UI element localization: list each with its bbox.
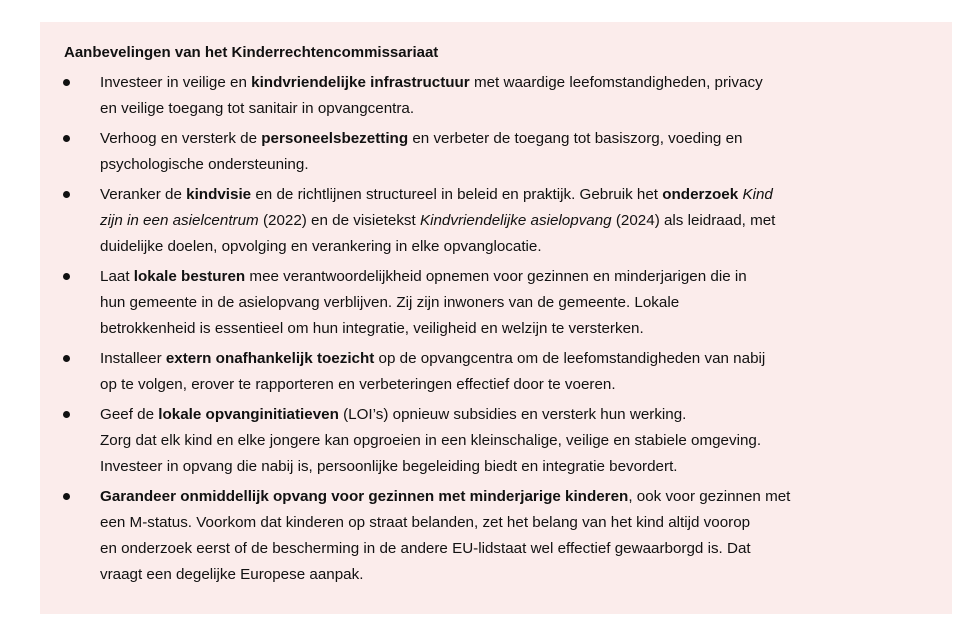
bold-text: lokale besturen bbox=[133, 268, 246, 285]
text-line bbox=[0, 454, 979, 480]
text-segment: en verbeter de toegang tot basiszorg, voeding en bbox=[408, 130, 743, 147]
text-segment: hun gemeente in de asielopvang verblijven. Zij zijn inwoners van de gemeente. Lokale bbox=[100, 294, 680, 311]
list-item bbox=[0, 346, 979, 398]
text-segment: Veranker de bbox=[100, 186, 187, 203]
bullet-icon bbox=[63, 191, 70, 198]
text-segment: een M-status. Voorkom dat kinderen op straat belanden, zet het belang van het kind altijd voorop bbox=[100, 514, 751, 531]
list-item bbox=[0, 484, 979, 588]
text-segment: Installeer bbox=[100, 350, 166, 367]
text-segment: mee verantwoordelijkheid opnemen voor gezinnen en minderjarigen die in bbox=[245, 268, 747, 285]
text-segment: Geef de bbox=[100, 406, 159, 423]
text-line bbox=[0, 234, 979, 260]
bullet-icon bbox=[63, 79, 70, 86]
recommendations-list bbox=[0, 70, 979, 592]
bold-text: lokale opvanginitiatieven bbox=[158, 406, 339, 423]
bullet-icon bbox=[63, 135, 70, 142]
text-segment: op te volgen, erover te rapporteren en verbeteringen effectief door te voeren. bbox=[100, 376, 616, 393]
text-segment: Zorg dat elk kind en elke jongere kan opgroeien in een kleinschalige, veilige en stabiele omgeving. bbox=[100, 432, 762, 449]
text-line bbox=[0, 536, 979, 562]
text-line bbox=[0, 96, 979, 122]
text-segment: , ook voor gezinnen met bbox=[628, 488, 791, 505]
bold-text: kindvisie bbox=[186, 186, 252, 203]
bullet-icon bbox=[63, 355, 70, 362]
text-segment: Investeer in opvang die nabij is, persoonlijke begeleiding biedt en integratie bevordert. bbox=[100, 458, 678, 475]
list-item bbox=[0, 126, 979, 178]
text-segment: betrokkenheid is essentieel om hun integratie, veiligheid en welzijn te versterken. bbox=[100, 320, 644, 337]
text-segment: en de richtlijnen structureel in beleid en praktijk. Gebruik het bbox=[251, 186, 663, 203]
text-segment: op de opvangcentra om de leefomstandigheden van nabij bbox=[374, 350, 766, 367]
text-segment: duidelijke doelen, opvolging en verankering in elke opvanglocatie. bbox=[100, 238, 542, 255]
text-line bbox=[0, 510, 979, 536]
text-line bbox=[0, 372, 979, 398]
text-line bbox=[0, 346, 979, 372]
text-segment: Investeer in veilige en bbox=[100, 74, 252, 91]
italic-text: Kindvriendelijke asielopvang bbox=[419, 212, 612, 229]
bullet-icon bbox=[63, 411, 70, 418]
text-segment: Verhoog en versterk de bbox=[100, 130, 262, 147]
text-segment: (2024) als leidraad, met bbox=[611, 212, 776, 229]
text-segment: met waardige leefomstandigheden, privacy bbox=[469, 74, 763, 91]
text-line bbox=[0, 290, 979, 316]
bold-text: extern onafhankelijk toezicht bbox=[165, 350, 375, 367]
italic-text: Kind bbox=[742, 186, 773, 203]
bullet-icon bbox=[63, 493, 70, 500]
bold-text: kindvriendelijke infrastructuur bbox=[251, 74, 470, 91]
list-item bbox=[0, 182, 979, 260]
bullet-icon bbox=[63, 273, 70, 280]
text-line bbox=[0, 208, 979, 234]
list-item bbox=[0, 70, 979, 122]
text-line bbox=[0, 182, 979, 208]
text-line bbox=[0, 428, 979, 454]
text-line bbox=[0, 126, 979, 152]
italic-text: zijn in een asielcentrum bbox=[100, 212, 259, 229]
list-item bbox=[0, 402, 979, 480]
bold-text: Garandeer onmiddellijk opvang voor gezinnen met minderjarige kinderen bbox=[100, 488, 629, 505]
text-line bbox=[0, 264, 979, 290]
text-line bbox=[0, 562, 979, 588]
bold-text: personeelsbezetting bbox=[261, 130, 409, 147]
text-line bbox=[0, 152, 979, 178]
text-segment: (LOI’s) opnieuw subsidies en versterk hun werking. bbox=[338, 406, 687, 423]
list-item bbox=[0, 264, 979, 342]
text-segment: en onderzoek eerst of de bescherming in de andere EU-lidstaat wel effectief gewaarborgd is. Dat bbox=[100, 540, 751, 557]
text-line bbox=[0, 316, 979, 342]
bold-text: onderzoek bbox=[662, 186, 739, 203]
text-segment: en veilige toegang tot sanitair in opvangcentra. bbox=[100, 100, 415, 117]
text-segment: vraagt een degelijke Europese aanpak. bbox=[100, 566, 364, 583]
text-segment: (2022) en de visietekst bbox=[258, 212, 420, 229]
text-segment: Laat bbox=[100, 268, 134, 285]
text-line bbox=[0, 70, 979, 96]
text-segment: psychologische ondersteuning. bbox=[100, 156, 309, 173]
section-title: Aanbevelingen van het Kinderrechtencommissariaat bbox=[64, 44, 439, 61]
text-line bbox=[0, 402, 979, 428]
text-line bbox=[0, 484, 979, 510]
